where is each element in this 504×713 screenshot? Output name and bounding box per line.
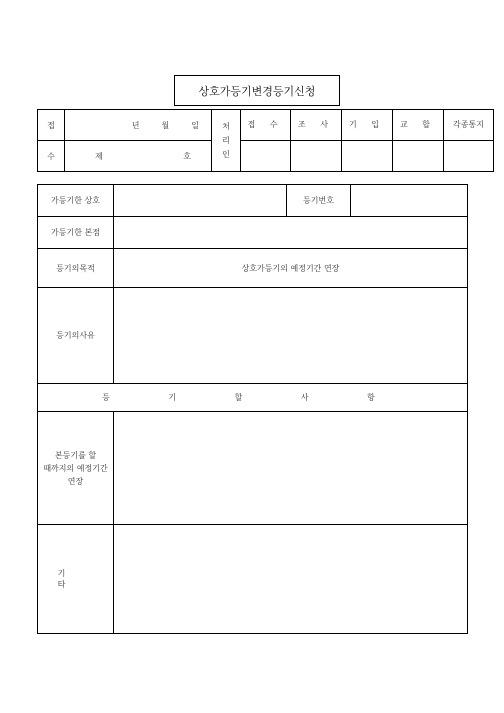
receipt-table xyxy=(37,109,494,172)
month-label: 월 xyxy=(161,120,170,130)
provisional-head-office-label: 가등기한 본점 xyxy=(38,217,114,249)
receipt-label-jeop: 접 xyxy=(38,110,65,141)
application-table xyxy=(37,184,468,634)
cell-investigation-blank xyxy=(291,141,342,172)
cause-field[interactable] xyxy=(114,288,468,384)
col-receipt: 접 수 xyxy=(241,110,291,141)
extension-label-line-2: 때까지의 예정기간 xyxy=(43,463,108,473)
processor-char-2: 리 xyxy=(222,135,230,145)
provisional-head-office-field[interactable] xyxy=(114,217,468,249)
others-field[interactable] xyxy=(114,525,468,634)
purpose-value[interactable]: 상호가등기의 예정기간 연장 xyxy=(114,249,468,288)
ho-label: 호 xyxy=(183,151,191,161)
year-label: 년 xyxy=(131,120,140,130)
registration-number-field[interactable] xyxy=(351,185,468,217)
cell-notices-blank xyxy=(444,141,494,172)
processor-char-3: 인 xyxy=(222,149,230,159)
day-label: 일 xyxy=(191,120,199,130)
registration-number-label: 등기번호 xyxy=(287,185,351,217)
receipt-label-su: 수 xyxy=(38,141,65,172)
provisional-trade-name-field[interactable] xyxy=(114,185,287,217)
receipt-date-cell xyxy=(65,110,212,141)
cell-receipt-blank xyxy=(241,141,291,172)
provisional-trade-name-label: 가등기한 상호 xyxy=(38,185,114,217)
cell-entry-blank xyxy=(342,141,393,172)
col-notices: 각종통지 xyxy=(444,110,494,141)
extension-label xyxy=(38,412,114,525)
others-label: 기 타 xyxy=(38,525,114,634)
processor-char-1: 처 xyxy=(222,121,230,131)
cause-label: 등기의사유 xyxy=(38,288,114,384)
form-title: 상호가등기변경등기신청 xyxy=(174,75,340,106)
processor-label xyxy=(212,110,241,172)
matters-header: 등 기 할 사 항 xyxy=(38,384,468,412)
col-investigation: 조 사 xyxy=(291,110,342,141)
cell-check-blank xyxy=(393,141,444,172)
receipt-number-cell xyxy=(65,141,212,172)
je-label: 제 xyxy=(95,151,103,161)
extension-label-line-3: 연장 xyxy=(67,476,84,486)
col-entry: 기 입 xyxy=(342,110,393,141)
extension-field[interactable] xyxy=(114,412,468,525)
extension-label-line-1: 본등기를 할 xyxy=(54,450,97,460)
purpose-label: 등기의목적 xyxy=(38,249,114,288)
col-check: 교 합 xyxy=(393,110,444,141)
